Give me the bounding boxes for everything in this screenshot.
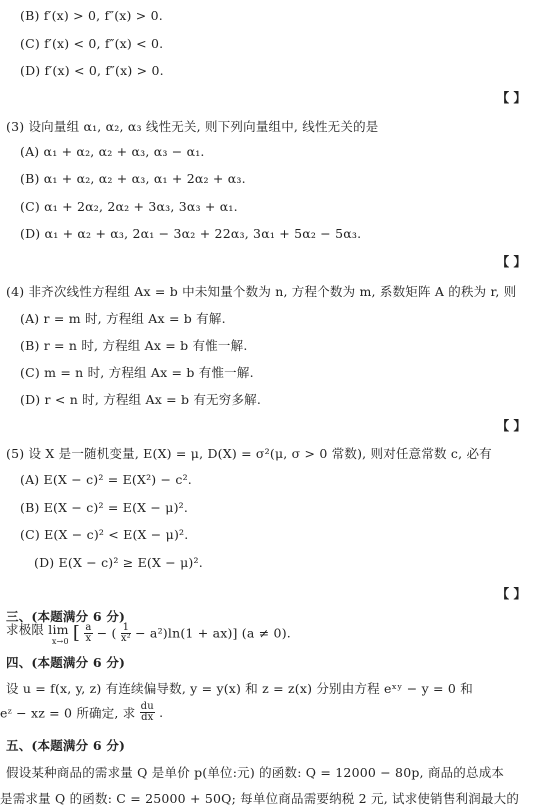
q4-option-d: (D) r < n 时, 方程组 Ax = b 有无穷多解.: [20, 392, 262, 407]
q5-option-a: (A) E(X − c)² = E(X²) − c².: [20, 472, 192, 487]
q3-stem: (3) 设向量组 α₁, α₂, α₃ 线性无关, 则下列向量组中, 线性无关的是: [6, 119, 379, 134]
left-bracket: [: [72, 622, 81, 644]
section-5-heading: 五、(本题满分 6 分): [6, 738, 126, 753]
section-4-line-2-text: eᶻ − xz = 0 所确定, 求: [0, 705, 136, 721]
section-4-line-1: 设 u = f(x, y, z) 有连续偏导数, y = y(x) 和 z = z(x) 分别由方程 eˣʸ − y = 0 和: [6, 681, 473, 696]
section-4-heading: 四、(本题满分 6 分): [6, 655, 126, 670]
q2-option-d: (D) f′(x) < 0, f″(x) > 0.: [20, 63, 164, 78]
limit-expression-tail: − a²)ln(1 + ax)] (a ≠ 0).: [135, 625, 291, 641]
fraction-numerator: du: [140, 701, 154, 712]
answer-bracket-3: 【 】: [496, 254, 526, 269]
fraction-denominator: dx: [141, 712, 154, 723]
fraction-numerator: a: [85, 621, 92, 633]
q5-option-d: (D) E(X − c)² ≥ E(X − μ)².: [34, 555, 203, 570]
q3-option-a: (A) α₁ + α₂, α₂ + α₃, α₃ − α₁.: [20, 144, 205, 159]
q5-stem: (5) 设 X 是一随机变量, E(X) = μ, D(X) = σ²(μ, σ > 0 常数), 则对任意常数 c, 必有: [6, 446, 492, 461]
section-5-line-1: 假设某种商品的需求量 Q 是单价 p(单位:元) 的函数: Q = 12000 − 80p, 商品的总成本: [6, 765, 505, 780]
fraction-1-over-x2: [121, 623, 131, 644]
limit-operator: 求极限 lim: [6, 622, 69, 637]
q2-option-c: (C) f′(x) < 0, f″(x) < 0.: [20, 36, 164, 51]
section-3-heading: 三、(本题满分 6 分): [6, 609, 126, 624]
section-5-line-2: 是需求量 Q 的函数: C = 25000 + 50Q; 每单位商品需要纳税 2 元, 试求使销售利润最大的: [0, 791, 520, 806]
q5-option-b: (B) E(X − c)² = E(X − μ)².: [20, 500, 189, 515]
q4-stem: (4) 非齐次线性方程组 Ax = b 中未知量个数为 n, 方程个数为 m, 系数矩阵 A 的秩为 r, 则: [6, 284, 517, 299]
q3-option-d: (D) α₁ + α₂ + α₃, 2α₁ − 3α₂ + 22α₃, 3α₁ + 5α₂ − 5α₃.: [20, 226, 362, 241]
answer-bracket-2: 【 】: [496, 90, 526, 105]
fraction-a-over-x: [84, 623, 92, 644]
q5-option-c: (C) E(X − c)² < E(X − μ)².: [20, 527, 189, 542]
q2-option-b: (B) f′(x) > 0, f″(x) > 0.: [20, 8, 163, 23]
section-4-line-2: [0, 702, 163, 726]
section-4-line-2-end: .: [159, 705, 164, 720]
fraction-numerator: 1: [122, 621, 130, 633]
fraction-denominator: x: [85, 632, 92, 644]
minus-paren: − (: [96, 625, 117, 641]
fraction-du-over-dx: [140, 702, 155, 723]
fraction-denominator: x²: [120, 632, 131, 644]
q3-option-b: (B) α₁ + α₂, α₂ + α₃, α₁ + 2α₂ + α₃.: [20, 171, 246, 186]
answer-bracket-4: 【 】: [496, 418, 526, 433]
q4-option-c: (C) m = n 时, 方程组 Ax = b 有惟一解.: [20, 365, 254, 380]
answer-bracket-5: 【 】: [496, 586, 526, 601]
q3-option-c: (C) α₁ + 2α₂, 2α₂ + 3α₃, 3α₃ + α₁.: [20, 199, 238, 214]
limit-subscript: x→0: [51, 637, 69, 646]
q4-option-b: (B) r = n 时, 方程组 Ax = b 有惟一解.: [20, 338, 248, 353]
section-3-limit-expression: [6, 620, 291, 650]
q4-option-a: (A) r = m 时, 方程组 Ax = b 有解.: [20, 311, 226, 326]
